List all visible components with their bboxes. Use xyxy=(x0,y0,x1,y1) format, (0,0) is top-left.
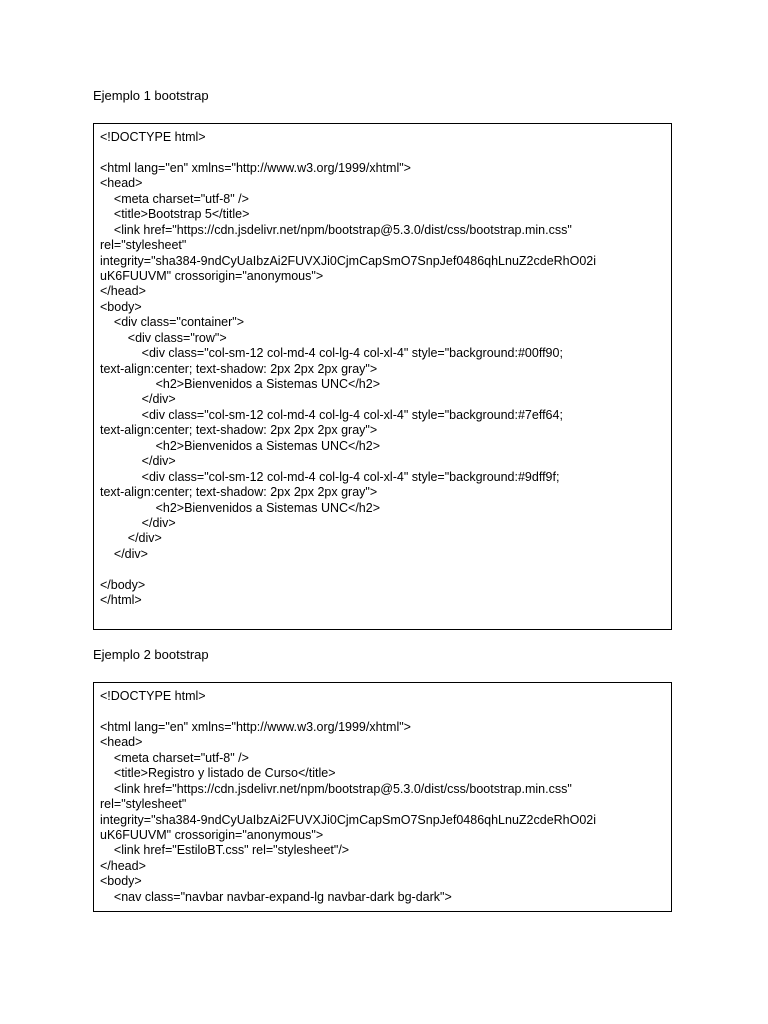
code-line: <title>Registro y listado de Curso</title> xyxy=(100,766,336,781)
example-1-code-box xyxy=(93,123,672,630)
code-line: uK6FUUVM" crossorigin="anonymous"> xyxy=(100,268,324,283)
code-line: text-align:center; text-shadow: 2px 2px 2px gray"> xyxy=(100,423,378,438)
code-line: <link href="EstiloBT.css" rel="stylesheet"/> xyxy=(100,843,350,858)
code-line: </div> xyxy=(100,515,176,530)
code-line: <h2>Bienvenidos a Sistemas UNC</h2> xyxy=(100,377,381,391)
code-line: <meta charset="utf-8" /> xyxy=(100,750,249,765)
code-line: text-align:center; text-shadow: 2px 2px 2px gray"> xyxy=(100,485,378,500)
code-line: <div class="row"> xyxy=(100,330,227,345)
code-line: </head> xyxy=(100,284,146,299)
code-line: <!DOCTYPE html> xyxy=(100,689,206,703)
code-line xyxy=(100,704,665,719)
code-line: <nav class="navbar navbar-expand-lg navbar-dark bg-dark"> xyxy=(100,889,452,904)
code-line: <title>Bootstrap 5</title> xyxy=(100,207,250,222)
code-line: </div> xyxy=(100,392,176,407)
code-line: integrity="sha384-9ndCyUaIbzAi2FUVXJi0CjmCapSmO7SnpJef0486qhLnuZ2cdeRhO02i xyxy=(100,812,597,827)
code-line: uK6FUUVM" crossorigin="anonymous"> xyxy=(100,827,324,842)
code-line: <body> xyxy=(100,299,142,314)
code-line: rel="stylesheet" xyxy=(100,238,187,253)
code-line: <div class="col-sm-12 col-md-4 col-lg-4 col-xl-4" style="background:#9dff9f; xyxy=(100,469,560,484)
code-line: <!DOCTYPE html> xyxy=(100,130,206,144)
code-line: </html> xyxy=(100,593,142,608)
code-line: <h2>Bienvenidos a Sistemas UNC</h2> xyxy=(100,500,381,515)
code-line: rel="stylesheet" xyxy=(100,797,187,812)
code-line: <html lang="en" xmlns="http://www.w3.org/1999/xhtml"> xyxy=(100,160,411,175)
code-line: integrity="sha384-9ndCyUaIbzAi2FUVXJi0CjmCapSmO7SnpJef0486qhLnuZ2cdeRhO02i xyxy=(100,253,597,268)
code-line: <div class="col-sm-12 col-md-4 col-lg-4 col-xl-4" style="background:#00ff90; xyxy=(100,346,563,361)
code-line: <head> xyxy=(100,176,143,191)
code-line: </div> xyxy=(100,454,176,469)
code-line: <head> xyxy=(100,735,143,750)
example-2-heading: Ejemplo 2 bootstrap xyxy=(93,647,209,662)
code-line: <meta charset="utf-8" /> xyxy=(100,191,249,206)
code-line: </body> xyxy=(100,577,146,592)
code-line: text-align:center; text-shadow: 2px 2px 2px gray"> xyxy=(100,361,378,376)
code-line: <html lang="en" xmlns="http://www.w3.org/1999/xhtml"> xyxy=(100,719,411,734)
code-line: </head> xyxy=(100,858,146,873)
code-line xyxy=(100,562,665,577)
code-line: <link href="https://cdn.jsdelivr.net/npm/bootstrap@5.3.0/dist/css/bootstrap.min.css" xyxy=(100,781,572,796)
example-2-code-box xyxy=(93,682,672,912)
code-line: </div> xyxy=(100,546,148,561)
code-line: <link href="https://cdn.jsdelivr.net/npm/bootstrap@5.3.0/dist/css/bootstrap.min.css" xyxy=(100,222,572,237)
code-line: <h2>Bienvenidos a Sistemas UNC</h2> xyxy=(100,438,381,453)
code-line: <div class="container"> xyxy=(100,315,245,330)
code-line: <body> xyxy=(100,874,142,889)
code-line: <div class="col-sm-12 col-md-4 col-lg-4 col-xl-4" style="background:#7eff64; xyxy=(100,407,563,422)
code-line: </div> xyxy=(100,531,162,546)
example-1-heading: Ejemplo 1 bootstrap xyxy=(93,88,209,103)
code-line xyxy=(100,145,665,160)
